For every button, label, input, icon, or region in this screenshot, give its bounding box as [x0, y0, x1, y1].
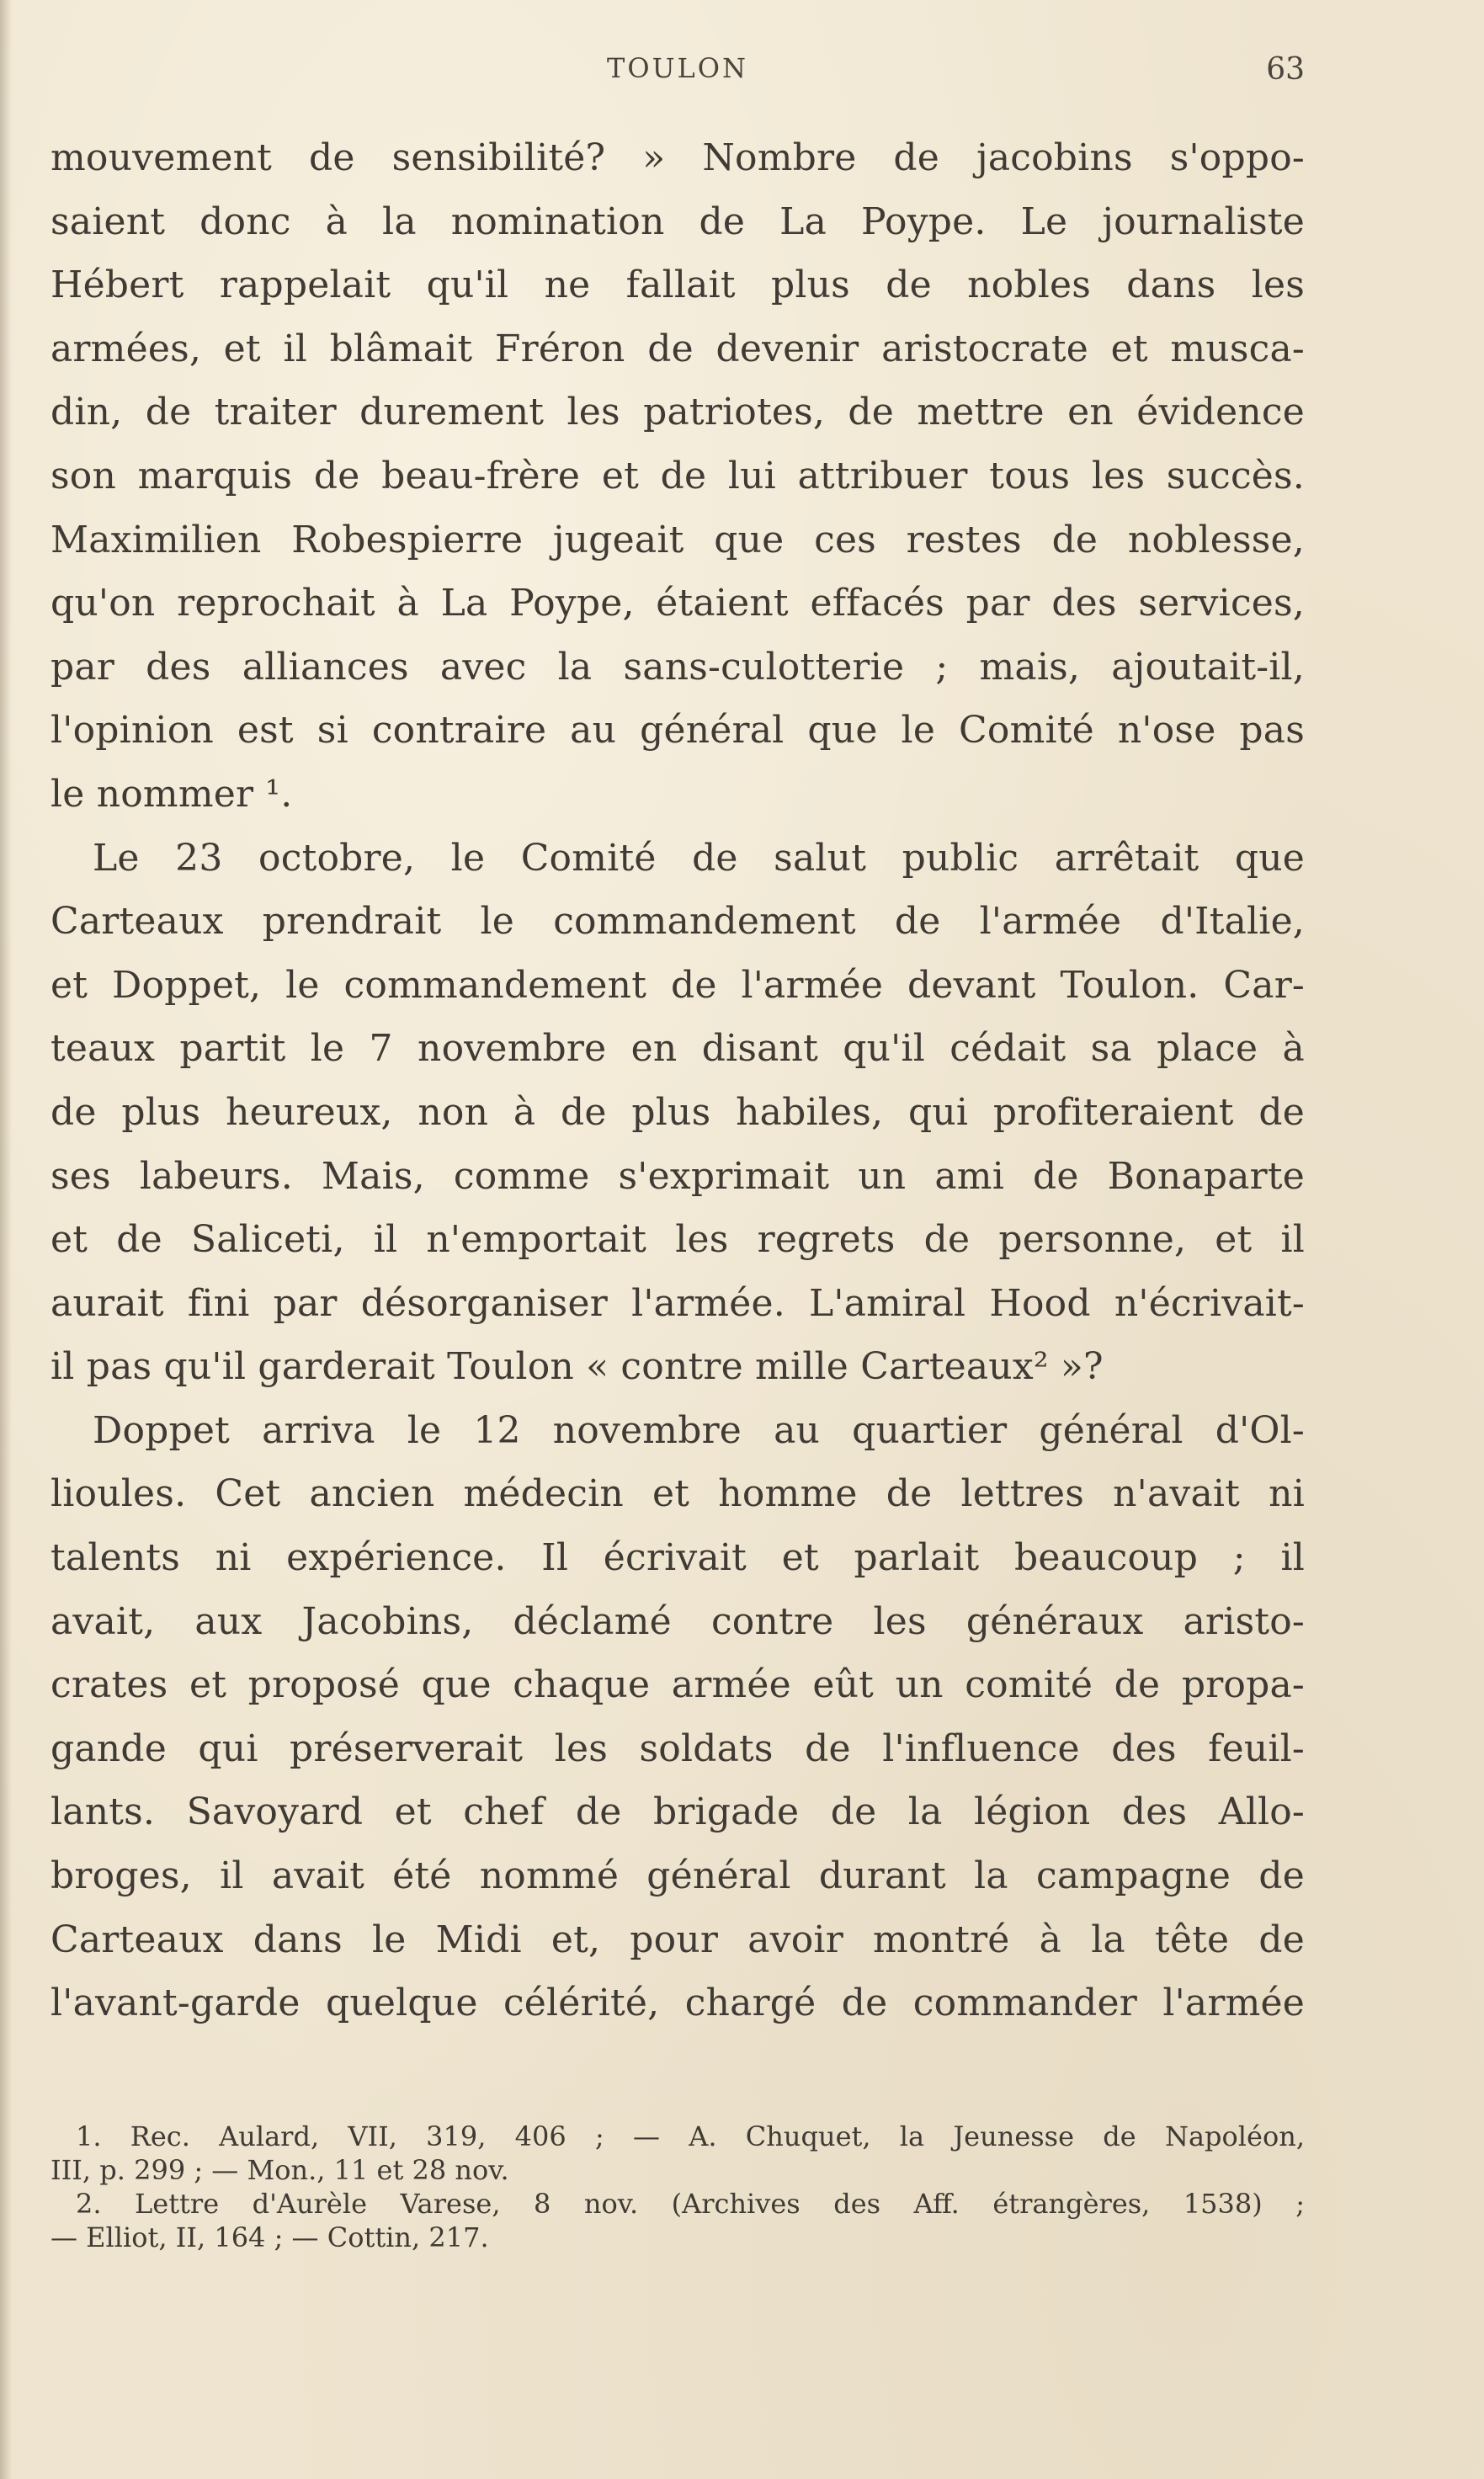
text-line: et de Saliceti, il n'emportait les regrets de personne, et il: [51, 1218, 1305, 1262]
text-line: lants. Savoyard et chef de brigade de la légion des Allo-: [51, 1790, 1305, 1834]
text-line: crates et proposé que chaque armée eût un comité de propa-: [51, 1663, 1305, 1707]
text-line: lioules. Cet ancien médecin et homme de lettres n'avait ni: [51, 1472, 1305, 1516]
footnote-line: 1. Rec. Aulard, VII, 319, 406 ; — A. Chuquet, la Jeunesse de Napoléon,: [76, 2120, 1305, 2152]
text-line: par des alliances avec la sans-culotterie ; mais, ajoutait-il,: [51, 645, 1305, 689]
text-line: mouvement de sensibilité? » Nombre de jacobins s'oppo-: [51, 136, 1305, 179]
text-line: talents ni expérience. Il écrivait et parlait beaucoup ; il: [51, 1536, 1305, 1580]
text-line: avait, aux Jacobins, déclamé contre les généraux aristo-: [51, 1599, 1305, 1643]
page-edge-shadow: [0, 0, 12, 2479]
text-line: Maximilien Robespierre jugeait que ces restes de noblesse,: [51, 518, 1305, 561]
text-line: teaux partit le 7 novembre en disant qu'il cédait sa place à: [51, 1027, 1305, 1071]
text-line: et Doppet, le commandement de l'armée devant Toulon. Car-: [51, 963, 1305, 1007]
text-line: aurait fini par désorganiser l'armée. L'amiral Hood n'écrivait-: [51, 1281, 1305, 1325]
text-line: saient donc à la nomination de La Poype. Le journaliste: [51, 199, 1305, 243]
footnote-line: — Elliot, II, 164 ; — Cottin, 217.: [51, 2221, 489, 2253]
paragraph-end-line: le nommer ¹.: [51, 772, 293, 816]
page-header: [51, 52, 1305, 94]
text-line: din, de traiter durement les patriotes, de mettre en évidence: [51, 391, 1305, 434]
text-line: armées, et il blâmait Fréron de devenir aristocrate et musca-: [51, 327, 1305, 370]
text-line: Carteaux dans le Midi et, pour avoir montré à la tête de: [51, 1918, 1305, 1961]
text-line: Hébert rappelait qu'il ne fallait plus de nobles dans les: [51, 263, 1305, 307]
text-line: broges, il avait été nommé général durant la campagne de: [51, 1854, 1305, 1898]
footnote-line: III, p. 299 ; — Mon., 11 et 28 nov.: [51, 2154, 509, 2186]
footnote-line: 2. Lettre d'Aurèle Varese, 8 nov. (Archives des Aff. étrangères, 1538) ;: [76, 2188, 1305, 2220]
text-line: son marquis de beau-frère et de lui attribuer tous les succès.: [51, 454, 1305, 497]
text-line: gande qui préserverait les soldats de l'influence des feuil-: [51, 1726, 1305, 1770]
text-line: de plus heureux, non à de plus habiles, qui profiteraient de: [51, 1090, 1305, 1134]
text-line: l'opinion est si contraire au général que le Comité n'ose pas: [51, 709, 1305, 753]
paragraph-start-line: Le 23 octobre, le Comité de salut public arrêtait que: [93, 836, 1305, 880]
body-text: [51, 126, 1305, 2035]
paragraph-start-line: Doppet arriva le 12 novembre au quartier général d'Ol-: [93, 1408, 1305, 1452]
text-line: ses labeurs. Mais, comme s'exprimait un ami de Bonaparte: [51, 1154, 1305, 1198]
text-line: qu'on reprochait à La Poype, étaient effacés par des services,: [51, 582, 1305, 625]
text-line: Carteaux prendrait le commandement de l'armée d'Italie,: [51, 900, 1305, 944]
text-line: l'avant-garde quelque célérité, chargé de commander l'armée: [51, 1982, 1305, 2025]
footnotes: [51, 2120, 1305, 2254]
page-number: 63: [1266, 52, 1305, 87]
paragraph-end-line: il pas qu'il garderait Toulon « contre mille Carteaux² »?: [51, 1345, 1104, 1389]
running-title: TOULON: [606, 52, 749, 84]
